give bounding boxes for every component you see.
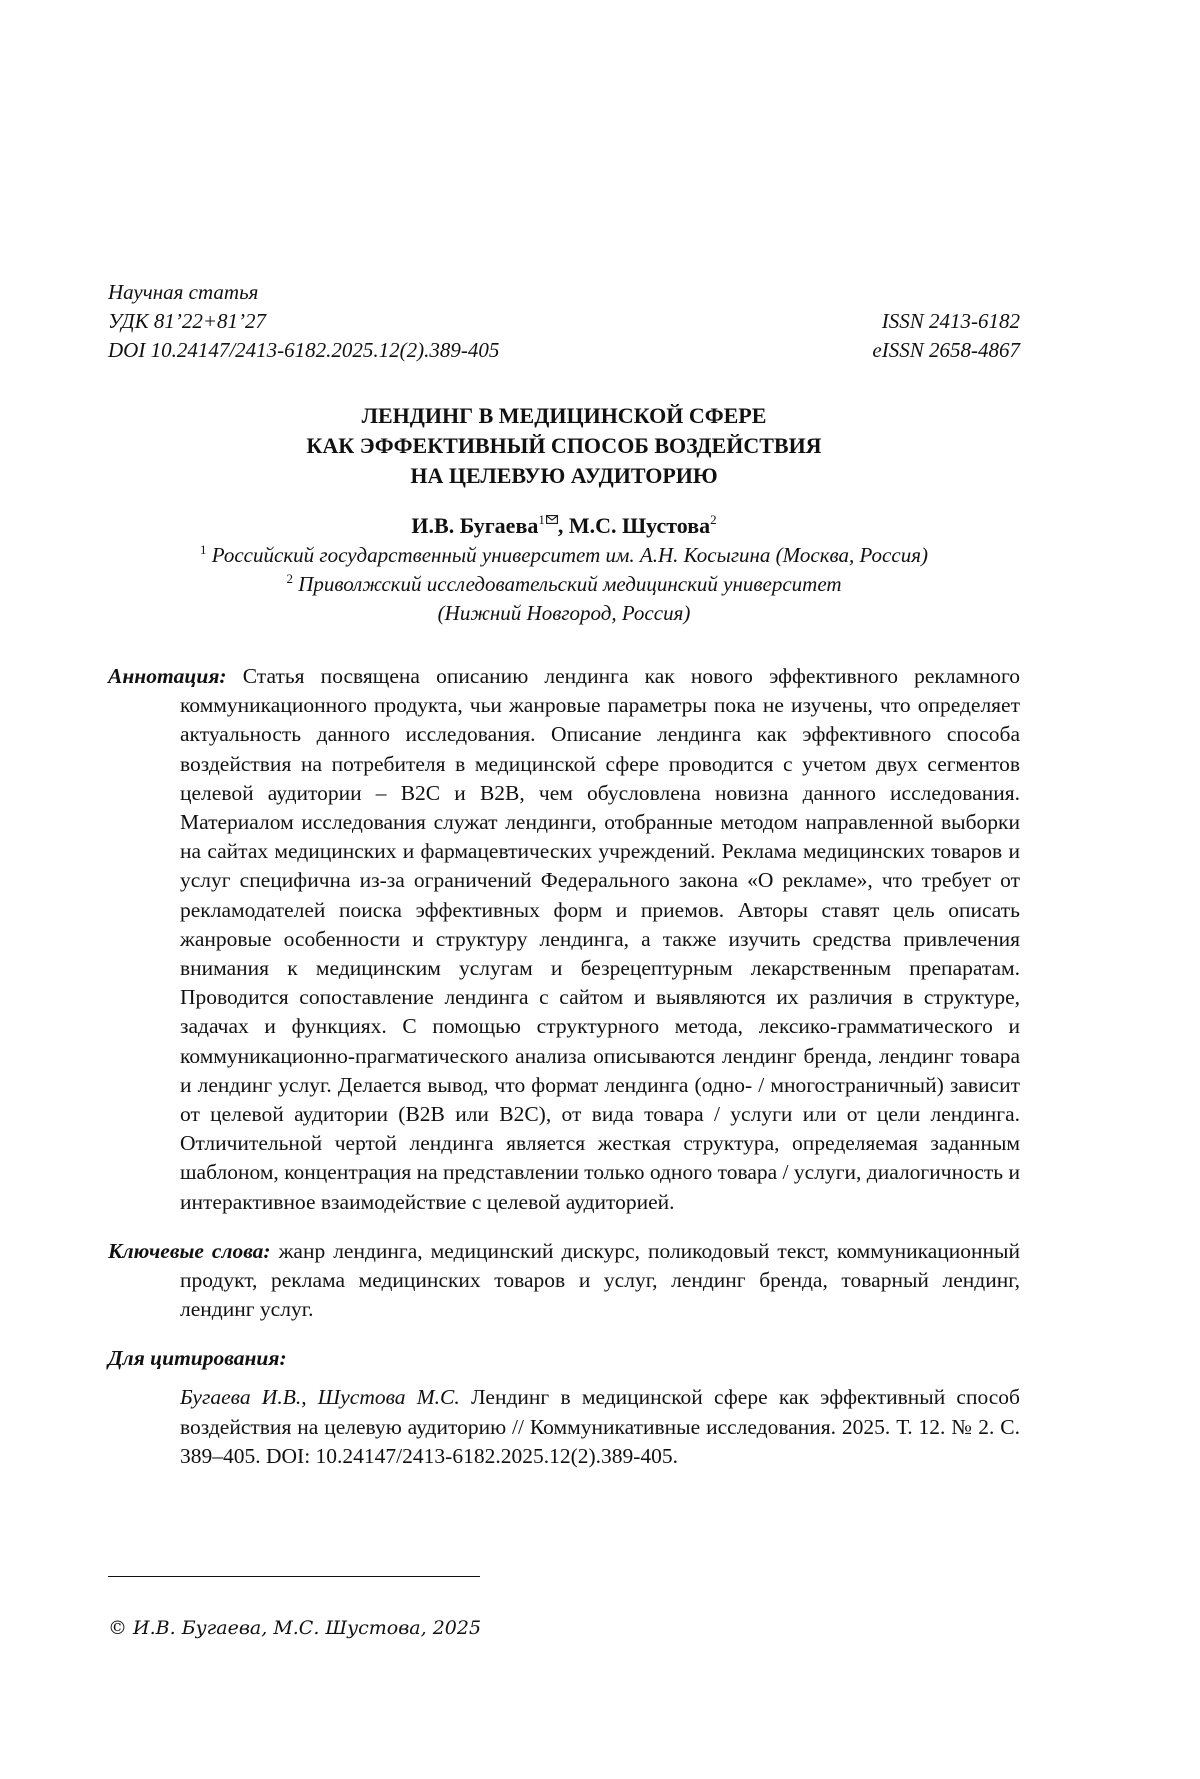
affiliation-2: [108, 570, 1020, 599]
affiliation-1-text: Российский государственный университет им. А.Н. Косыгина (Москва, Россия): [211, 543, 928, 567]
header-row-1: [108, 278, 1020, 307]
header-row-2: [108, 307, 1020, 336]
citation: [108, 1383, 1020, 1471]
footnote-divider: [108, 1576, 480, 1577]
doi: DOI 10.24147/2413-6182.2025.12(2).389-405: [108, 338, 500, 362]
affiliation-1-mark: 1: [200, 542, 207, 557]
title-line-1: ЛЕНДИНГ В МЕДИЦИНСКОЙ СФЕРЕ: [361, 403, 767, 428]
author-2-affil-mark: 2: [710, 512, 717, 527]
article-type: Научная статья: [108, 280, 259, 304]
citation-text: Лендинг в медицинской сфере как эффективный способ воздействия на целевую аудиторию // Коммуникативные исследования. 2025. Т. 12. № 2. С. 389–405. DOI: 10.24147/2413-6182.2025.12(2).389-405.: [180, 1385, 1021, 1468]
envelope-icon: [546, 515, 558, 524]
author-2: М.С. Шустова: [568, 513, 711, 538]
title-line-3: НА ЦЕЛЕВУЮ АУДИТОРИЮ: [410, 463, 718, 488]
title-line-2: КАК ЭФФЕКТИВНЫЙ СПОСОБ ВОЗДЕЙСТВИЯ: [306, 433, 822, 458]
author-separator: ,: [557, 513, 569, 538]
authors: [108, 511, 1020, 541]
affiliation-2-location: (Нижний Новгород, Россия): [437, 601, 691, 625]
affiliation-2-mark: 2: [286, 571, 293, 586]
eissn: eISSN 2658-4867: [872, 338, 1020, 362]
abstract-label: Аннотация:: [108, 664, 227, 688]
abstract-text: Статья посвящена описанию лендинга как нового эффективного рекламного коммуникационного продукта, чьи жанровые параметры пока не изучены, что определяет актуальность данного исследования. Описание лендинга как эффективного способа воздействия на потребителя в медицинской сфере проводится с учетом двух сегментов целевой аудитории – B2C и B2B, чем обусловлена новизна данного исследования. Материалом исследования служат лендинги, отобранные методом направленной выборки на сайтах медицинских и фармацевтических учреждений. Реклама медицинских товаров и услуг специфична из-за ограничений Федерального закона «О рекламе», что требует от рекламодателей поиска эффективных форм и приемов. Авторы ставят цель описать жанровые особенности и структуру лендинга, а также изучить средства привлечения внимания к медицинским услугам и безрецептурным лекарственным препаратам. Проводится сопоставление лендинга с сайтом и выявляются их различия в структуре, задачах и функциях. С помощью структурного метода, лексико-грамматического и коммуникационно-прагматического анализа описываются лендинг бренда, лендинг товара и лендинг услуг. Делается вывод, что формат лендинга (одно- / многостраничный) зависит от целевой аудитории (B2B или B2C), от вида товара / услуги или от цели лендинга. Отличительной чертой лендинга является жесткая структура, определяемая заданным шаблоном, концентрация на представлении только одного товара / услуги, диалогичность и интерактивное взаимодействие с целевой аудиторией.: [180, 664, 1021, 1214]
author-1-affil-mark: 1: [538, 512, 545, 527]
citation-authors: Бугаева И.В., Шустова М.С.: [180, 1385, 460, 1410]
keywords-text: жанр лендинга, медицинский дискурс, поликодовый текст, коммуникационный продукт, реклама медицинских товаров и услуг, лендинг бренда, товарный лендинг, лендинг услуг.: [180, 1238, 1021, 1322]
article-first-page: [108, 278, 1020, 1471]
keywords: [108, 1237, 1020, 1325]
affiliation-1: [108, 541, 1020, 570]
udc-code: УДК 81’22+81’27: [108, 309, 267, 333]
issn: ISSN 2413-6182: [881, 309, 1020, 333]
keywords-label: Ключевые слова:: [108, 1238, 271, 1263]
affiliation-2-text: Приволжский исследовательский медицинский университет: [298, 572, 842, 596]
citation-label: Для цитирования:: [108, 1346, 287, 1371]
author-1: И.В. Бугаева: [411, 513, 539, 538]
abstract: [108, 662, 1020, 1217]
header-row-3: [108, 336, 1020, 365]
article-title: [108, 401, 1020, 491]
copyright: © И.В. Бугаева, М.С. Шустова, 2025: [108, 1617, 482, 1639]
